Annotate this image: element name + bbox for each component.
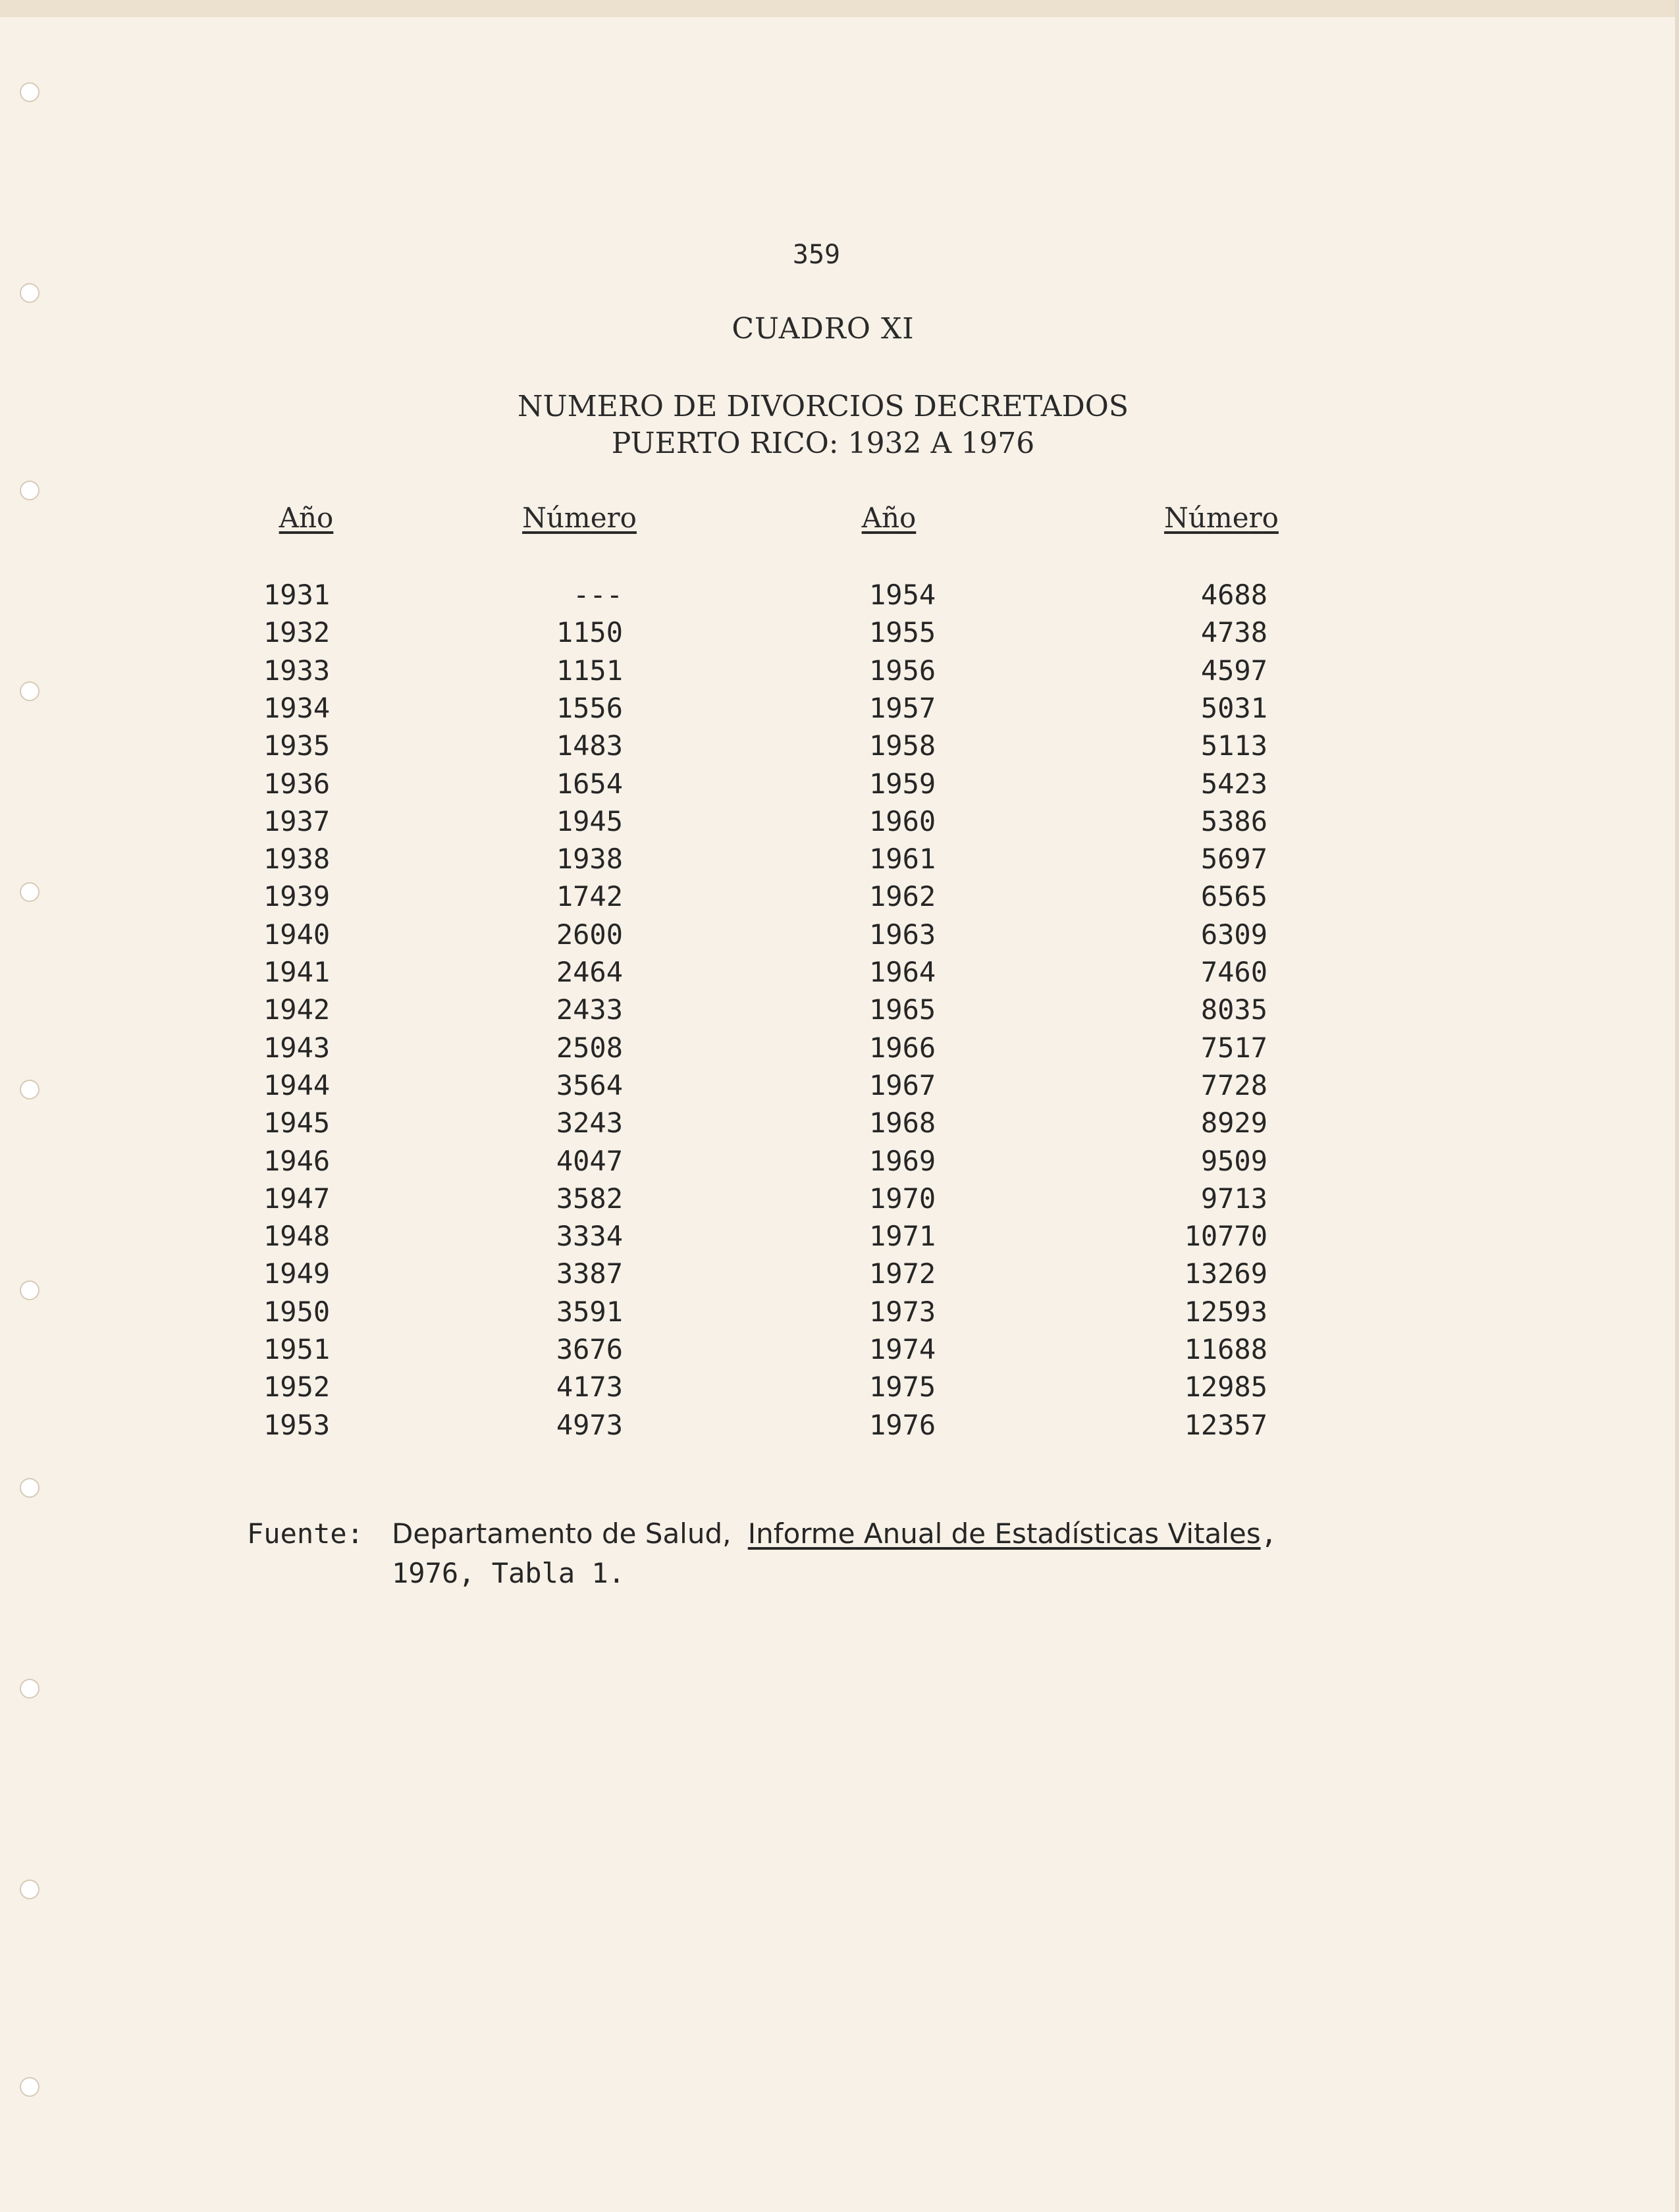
table-cell-number: 7517 — [1200, 1031, 1267, 1064]
table-cell-number: 12593 — [1184, 1295, 1267, 1328]
table-cell-year: 1931 — [263, 579, 331, 611]
table-cell-year: 1950 — [263, 1295, 331, 1328]
table-cell-number: 1654 — [556, 767, 623, 800]
table-cell-number: 7728 — [1200, 1068, 1267, 1101]
table-cell-year: 1961 — [869, 843, 936, 876]
table-cell-number: 13269 — [1184, 1257, 1267, 1290]
table-cell-year: 1946 — [263, 1144, 331, 1177]
column-header-number: Número — [1164, 502, 1279, 534]
table-cell-year: 1975 — [869, 1371, 936, 1404]
source-department: Departamento de Salud, — [392, 1517, 732, 1550]
binder-hole — [20, 1080, 40, 1099]
binder-hole — [20, 1679, 40, 1698]
binder-hole — [20, 481, 40, 500]
table-cell-number: 5423 — [1200, 767, 1267, 800]
table-cell-year: 1957 — [869, 691, 936, 724]
binder-hole — [20, 283, 40, 303]
table-cell-number: --- — [573, 579, 623, 611]
source-comma: , — [1260, 1517, 1277, 1550]
page-number: 359 — [792, 240, 841, 270]
table-cell-number: 5031 — [1200, 691, 1267, 724]
table-cell-number: 4047 — [556, 1144, 623, 1177]
table-cell-number: 3676 — [556, 1333, 623, 1365]
table-cell-year: 1937 — [263, 804, 331, 837]
table-cell-year: 1953 — [263, 1408, 331, 1441]
table-cell-year: 1963 — [869, 918, 936, 951]
table-cell-number: 1556 — [556, 691, 623, 724]
table-cell-year: 1974 — [869, 1333, 936, 1365]
table-cell-number: 12357 — [1184, 1408, 1267, 1441]
table-cell-year: 1966 — [869, 1031, 936, 1064]
table-cell-number: 9713 — [1200, 1182, 1267, 1215]
table-cell-number: 4738 — [1200, 616, 1267, 649]
binder-hole — [20, 882, 40, 902]
table-cell-number: 4173 — [556, 1371, 623, 1404]
binder-hole — [20, 1478, 40, 1498]
table-cell-year: 1964 — [869, 956, 936, 988]
table-cell-year: 1972 — [869, 1257, 936, 1290]
table-cell-year: 1944 — [263, 1068, 331, 1101]
page-top-edge — [0, 0, 1679, 17]
table-cell-number: 3591 — [556, 1295, 623, 1328]
table-cell-year: 1942 — [263, 993, 331, 1026]
table-cell-year: 1932 — [263, 616, 331, 649]
table-cell-number: 3582 — [556, 1182, 623, 1215]
table-cell-number: 2508 — [556, 1031, 623, 1064]
table-cell-number: 2600 — [556, 918, 623, 951]
table-cell-year: 1962 — [869, 880, 936, 913]
table-cell-number: 5113 — [1200, 729, 1267, 762]
table-cell-year: 1967 — [869, 1068, 936, 1101]
binder-hole — [20, 2077, 40, 2097]
table-cell-number: 4688 — [1200, 579, 1267, 611]
table-cell-year: 1968 — [869, 1107, 936, 1140]
table-cell-number: 5697 — [1200, 843, 1267, 876]
table-cell-number: 4973 — [556, 1408, 623, 1441]
table-cell-year: 1939 — [263, 880, 331, 913]
page-right-edge — [1675, 0, 1679, 2212]
table-cell-year: 1947 — [263, 1182, 331, 1215]
table-cell-number: 3387 — [556, 1257, 623, 1290]
table-cell-number: 3243 — [556, 1107, 623, 1140]
table-cell-number: 2433 — [556, 993, 623, 1026]
table-cell-number: 1150 — [556, 616, 623, 649]
table-cell-number: 12985 — [1184, 1371, 1267, 1404]
table-cell-year: 1952 — [263, 1371, 331, 1404]
table-cell-year: 1965 — [869, 993, 936, 1026]
source-line-1 — [392, 1514, 1277, 1554]
table-cell-year: 1958 — [869, 729, 936, 762]
table-cell-year: 1970 — [869, 1182, 936, 1215]
binder-hole — [20, 1280, 40, 1300]
binder-hole — [20, 1880, 40, 1899]
table-cell-number: 1742 — [556, 880, 623, 913]
source-label: Fuente: — [247, 1517, 364, 1550]
table-cell-year: 1954 — [869, 579, 936, 611]
table-cell-year: 1959 — [869, 767, 936, 800]
table-cell-number: 11688 — [1184, 1333, 1267, 1365]
table-cell-year: 1940 — [263, 918, 331, 951]
table-cell-number: 2464 — [556, 956, 623, 988]
table-cell-number: 1483 — [556, 729, 623, 762]
table-cell-number: 1151 — [556, 654, 623, 687]
table-cell-number: 8929 — [1200, 1107, 1267, 1140]
table-cell-number: 1938 — [556, 843, 623, 876]
table-cell-number: 1945 — [556, 804, 623, 837]
source-line-2: 1976, Tabla 1. — [392, 1557, 626, 1589]
table-cell-year: 1960 — [869, 804, 936, 837]
table-title — [395, 388, 1251, 462]
title-line-1: NUMERO DE DIVORCIOS DECRETADOS — [518, 390, 1129, 423]
table-cell-year: 1976 — [869, 1408, 936, 1441]
table-cell-year: 1943 — [263, 1031, 331, 1064]
column-header-year: Año — [861, 502, 917, 534]
table-cell-number: 3564 — [556, 1068, 623, 1101]
table-cell-number: 10770 — [1184, 1220, 1267, 1253]
table-cell-year: 1945 — [263, 1107, 331, 1140]
table-cell-year: 1971 — [869, 1220, 936, 1253]
table-cell-year: 1948 — [263, 1220, 331, 1253]
title-line-2: PUERTO RICO: 1932 A 1976 — [611, 427, 1035, 460]
table-cell-year: 1969 — [869, 1144, 936, 1177]
table-cell-number: 5386 — [1200, 804, 1267, 837]
table-cell-number: 9509 — [1200, 1144, 1267, 1177]
table-cell-number: 6565 — [1200, 880, 1267, 913]
binder-hole — [20, 681, 40, 701]
table-cell-number: 6309 — [1200, 918, 1267, 951]
table-cell-year: 1934 — [263, 691, 331, 724]
column-header-number: Número — [522, 502, 637, 534]
table-cell-year: 1935 — [263, 729, 331, 762]
table-cell-number: 7460 — [1200, 956, 1267, 988]
table-cell-year: 1949 — [263, 1257, 331, 1290]
table-cell-year: 1956 — [869, 654, 936, 687]
table-cell-year: 1951 — [263, 1333, 331, 1365]
table-cell-number: 4597 — [1200, 654, 1267, 687]
table-cell-year: 1973 — [869, 1295, 936, 1328]
table-cell-year: 1933 — [263, 654, 331, 687]
table-cell-year: 1936 — [263, 767, 331, 800]
table-label: CUADRO XI — [732, 312, 915, 346]
column-header-year: Año — [279, 502, 334, 534]
source-report-title: Informe Anual de Estadísticas Vitales — [747, 1517, 1261, 1550]
table-cell-year: 1938 — [263, 843, 331, 876]
table-cell-number: 3334 — [556, 1220, 623, 1253]
table-cell-year: 1941 — [263, 956, 331, 988]
table-cell-number: 8035 — [1200, 993, 1267, 1026]
table-cell-year: 1955 — [869, 616, 936, 649]
binder-hole — [20, 82, 40, 102]
